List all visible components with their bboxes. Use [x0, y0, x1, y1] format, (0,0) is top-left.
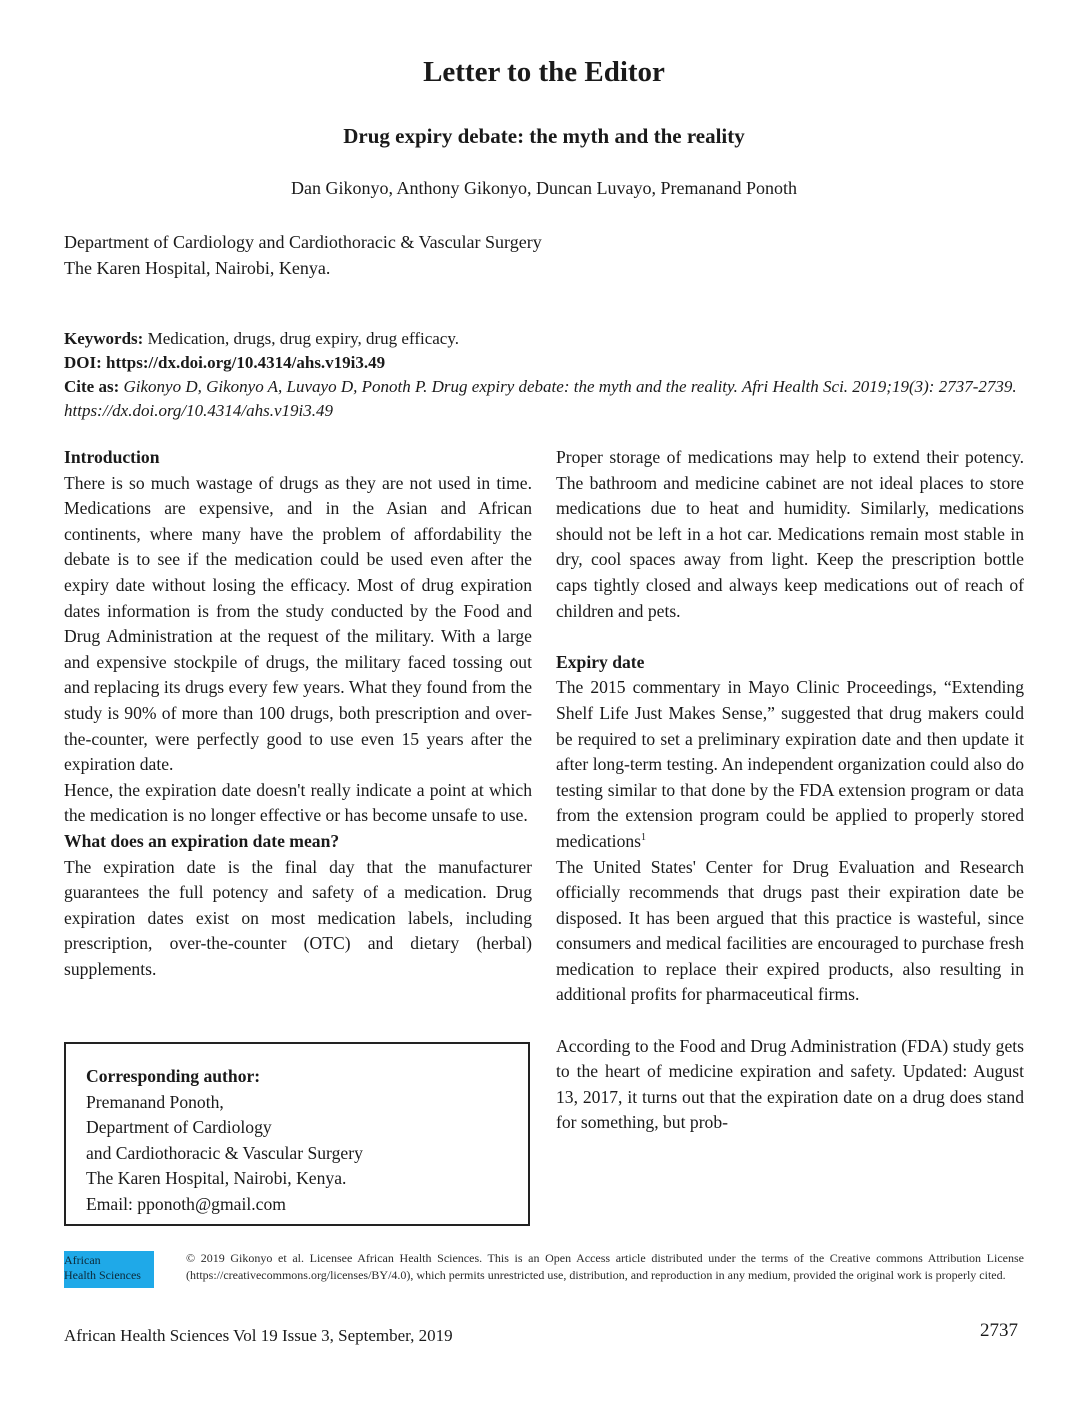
paragraph	[556, 675, 1024, 854]
author-email[interactable]: Email: pponoth@gmail.com	[86, 1193, 286, 1214]
section-heading-introduction: Introduction	[64, 447, 160, 467]
doi-label: DOI:	[64, 353, 102, 372]
doi-row	[64, 351, 1024, 375]
paragraph: Proper storage of medications may help to extend their potency. The bathroom and medicine cabinet are not ideal places to store medications due to heat and humidity. Similarly, medications should not be left in a hot car. Medications remain most stable in dry, cool spaces away from light. Keep the prescription bottle caps tightly closed and always keep medications out of reach of children and pets.	[556, 447, 1024, 621]
corresponding-author-heading: Corresponding author:	[86, 1066, 261, 1086]
author-dept: and Cardiothoracic & Vascular Surgery	[86, 1142, 363, 1163]
paragraph: According to the Food and Drug Administration (FDA) study gets to the heart of medicine expiration and safety. Updated: August 13, 2017, it turns out that the expiration date on a drug does stand for something, but prob-	[556, 1035, 1024, 1133]
paragraph: The United States' Center for Drug Evaluation and Research officially recommends that drugs past their expiration date be disposed. It has been argued that this practice is wasteful, since consumers and medical facilities are encouraged to purchase fresh medication to replace their expired products, also resulting in additional profits for pharmaceutical firms.	[556, 856, 1024, 1005]
section-heading-expiration-meaning: What does an expiration date mean?	[64, 830, 340, 851]
logo-line: African	[64, 1253, 101, 1267]
corresponding-author-box	[64, 1042, 530, 1226]
author-list: Dan Gikonyo, Anthony Gikonyo, Duncan Luvayo, Premanand Ponoth	[291, 178, 797, 198]
author-address: The Karen Hospital, Nairobi, Kenya.	[86, 1168, 347, 1189]
affiliation-line: The Karen Hospital, Nairobi, Kenya.	[64, 258, 331, 278]
page-number: 2737	[980, 1320, 1018, 1341]
paragraph: The expiration date is the final day that the manufacturer guarantees the full potency and safety of a medication. Drug expiration dates exist on most medication labels, including prescription, over-the-counter (OTC) and dietary (herbal) supplements.	[64, 856, 532, 979]
article-title: Drug expiry debate: the myth and the reality	[343, 124, 745, 148]
author-name: Premanand Ponoth,	[86, 1091, 224, 1112]
citation-text: Gikonyo D, Gikonyo A, Luvayo D, Ponoth P. Drug expiry debate: the myth and the reality. Afri Health Sci. 2019;19(3): 2737-2739. https://dx.doi.org/10.4314/ahs.v19i3.49	[64, 377, 1017, 420]
paragraph-text: The 2015 commentary in Mayo Clinic Proceedings, “Extending Shelf Life Just Makes Sense,” suggested that drug makers could be required to set a preliminary expiration date and then update it after long-term testing. An independent organization could also do testing similar to that done by the FDA extension program or data from the extension program could be applied to properly stored medications	[556, 677, 1024, 851]
keywords-row	[64, 327, 1024, 351]
affiliation-line: Department of Cardiology and Cardiothoracic & Vascular Surgery	[64, 232, 542, 252]
journal-issue: African Health Sciences Vol 19 Issue 3, September, 2019	[64, 1326, 453, 1345]
logo-line: Health Sciences	[64, 1268, 141, 1282]
reference-marker[interactable]: 1	[641, 832, 647, 844]
article-metadata	[64, 327, 1024, 423]
keywords-value: Medication, drugs, drug expiry, drug efficacy.	[143, 329, 459, 348]
section-heading-expiry-date: Expiry date	[556, 651, 645, 672]
cite-label: Cite as:	[64, 377, 120, 396]
paragraph: Hence, the expiration date doesn't really indicate a point at which the medication is no longer effective or has become unsafe to use.	[64, 779, 532, 826]
left-column	[64, 445, 532, 982]
spacer	[556, 624, 1024, 650]
affiliation	[64, 229, 542, 281]
page-title: Letter to the Editor	[423, 56, 665, 88]
right-column	[556, 445, 1024, 1136]
cite-row	[64, 375, 1024, 423]
doi-link[interactable]: https://dx.doi.org/10.4314/ahs.v19i3.49	[101, 353, 386, 372]
keywords-label: Keywords:	[64, 329, 144, 348]
paragraph: There is so much wastage of drugs as they are not used in time. Medications are expensive, and in the Asian and African continents, where many have the problem of affordability the debate is to see if the medication could be used even after the expiry date without losing the efficacy. Most of drug expiration dates information is from the study conducted by the Food and Drug Administration at the request of the military. With a large and expensive stockpile of drugs, the military faced tossing out and replacing its drugs every few years. What they found from the study is 90% of more than 100 drugs, both prescription and over-the-counter, were perfectly good to use even 15 years after the expiration date.	[64, 472, 532, 775]
license-notice: © 2019 Gikonyo et al. Licensee African Health Sciences. This is an Open Access article distributed under the terms of the Creative commons Attribution License (https://creativecommons.org/licenses/BY/4.0), which permits unrestricted use, distribution, and reproduction in any medium, provided the original work is properly cited.	[186, 1251, 1024, 1282]
journal-logo	[64, 1251, 154, 1288]
spacer	[556, 1008, 1024, 1034]
author-dept: Department of Cardiology	[86, 1117, 272, 1138]
